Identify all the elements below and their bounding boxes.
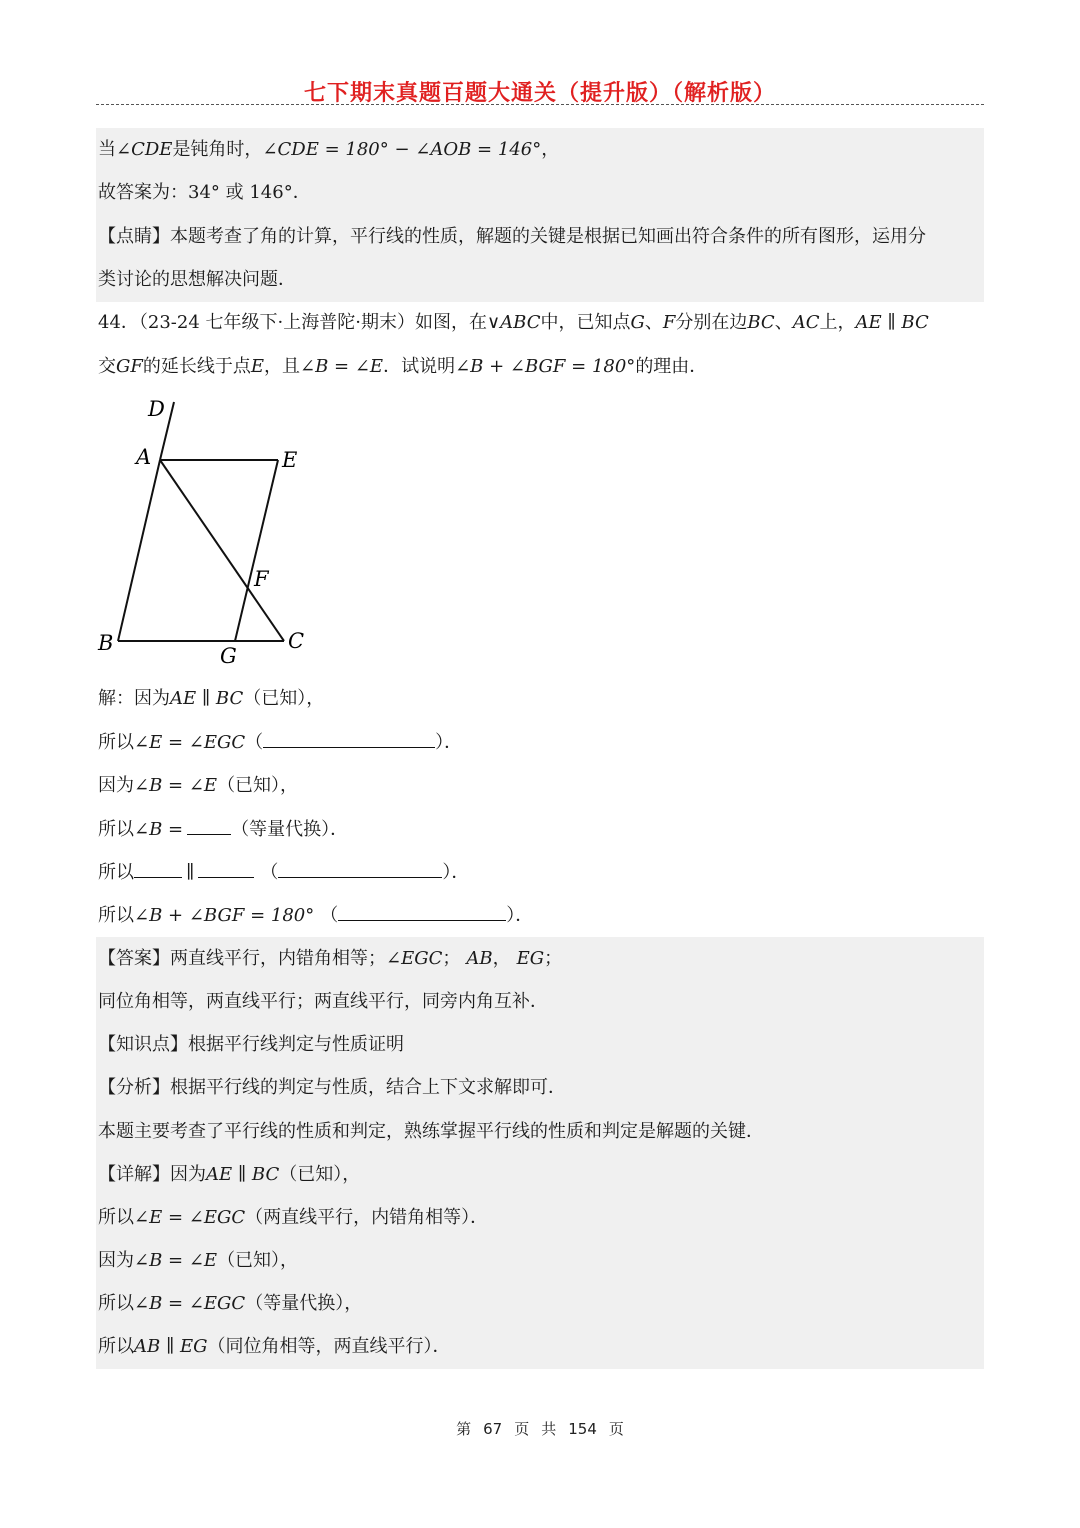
label-d: D [148,397,165,421]
detail-line-4: 所以∠B = ∠EGC（等量代换）， [98,1293,363,1314]
segment-eg [235,460,278,641]
math-triangle: ∨ABC [486,312,541,333]
page-header-title: 七下期末真题百题大通关（提升版）（解析版） [303,81,776,106]
solution-line-2: 所以∠E = ∠EGC（ ）． [98,729,462,756]
header-divider [96,104,984,105]
geometry-figure [90,390,340,680]
prev-solution-line-1: 当∠CDE是钝角时，∠CDE = 180° − ∠AOB = 146°， [98,139,560,160]
solution-line-4: 所以∠B = （等量代换）． [98,816,348,843]
segment-ab [118,460,160,641]
dianjing-line-2: 类讨论的思想解决问题． [98,269,296,290]
blank-line-1[interactable] [134,859,182,878]
question-line-1: 44．（23-24 七年级下·上海普陀·期末）如图，在∨ABC中，已知点G、F分别在边BC、AC上，AE ∥ BC [98,312,929,333]
detail-line-2: 所以∠E = ∠EGC（两直线平行，内错角相等）． [98,1207,489,1228]
detail-line-5: 所以AB ∥ EG（同位角相等，两直线平行）． [98,1336,451,1357]
blank-line-2[interactable] [198,859,254,878]
analysis-line-1: 【分析】根据平行线的判定与性质，结合上下文求解即可． [98,1077,566,1098]
math-angle-cde: ∠CDE [116,139,173,160]
blank-reason-2[interactable] [278,859,442,878]
solution-line-5: 所以 ∥ （ ）． [98,859,469,886]
detail-line-3: 因为∠B = ∠E（已知）， [98,1250,299,1271]
label-g: G [220,644,237,668]
solution-line-6: 所以∠B + ∠BGF = 180° （ ）． [98,902,533,929]
segment-ac [160,460,284,641]
prev-solution-line-2: 故答案为：34° 或 146°． [98,182,311,203]
blank-angle[interactable] [187,816,231,835]
solution-line-3: 因为∠B = ∠E（已知）， [98,775,299,796]
blank-reason-1[interactable] [263,729,435,748]
total-pages: 154 [568,1420,597,1438]
page-footer: 第 67 页 共 154 页 [456,1420,624,1438]
label-c: C [288,629,305,653]
answer-line-2: 同位角相等，两直线平行；两直线平行，同旁内角互补． [98,991,548,1012]
question-line-2: 交GF的延长线于点E，且∠B = ∠E．试说明∠B + ∠BGF = 180°的理由． [98,356,708,377]
detail-line-1: 【详解】因为AE ∥ BC（已知）， [98,1164,361,1185]
solution-line-1: 解：因为AE ∥ BC（已知）， [98,688,325,709]
answer-line-1: 【答案】两直线平行，内错角相等；∠EGC； AB， EG； [98,948,563,969]
label-f: F [254,567,269,591]
knowledge-point: 【知识点】根据平行线判定与性质证明 [98,1034,404,1055]
math-equation: ∠CDE = 180° − ∠AOB = 146° [262,139,542,160]
label-a: A [136,445,152,469]
blank-reason-3[interactable] [338,902,506,921]
analysis-line-2: 本题主要考查了平行线的性质和判定，熟练掌握平行线的性质和判定是解题的关键． [98,1121,764,1142]
dianjing-line-1: 【点睛】本题考查了角的计算，平行线的性质，解题的关键是根据已知画出符合条件的所有图形，运用分 [98,226,926,247]
answer-values: 34° 或 146° [188,182,293,203]
label-b: B [98,631,114,655]
current-page-number: 67 [483,1420,503,1438]
label-e: E [282,448,298,472]
